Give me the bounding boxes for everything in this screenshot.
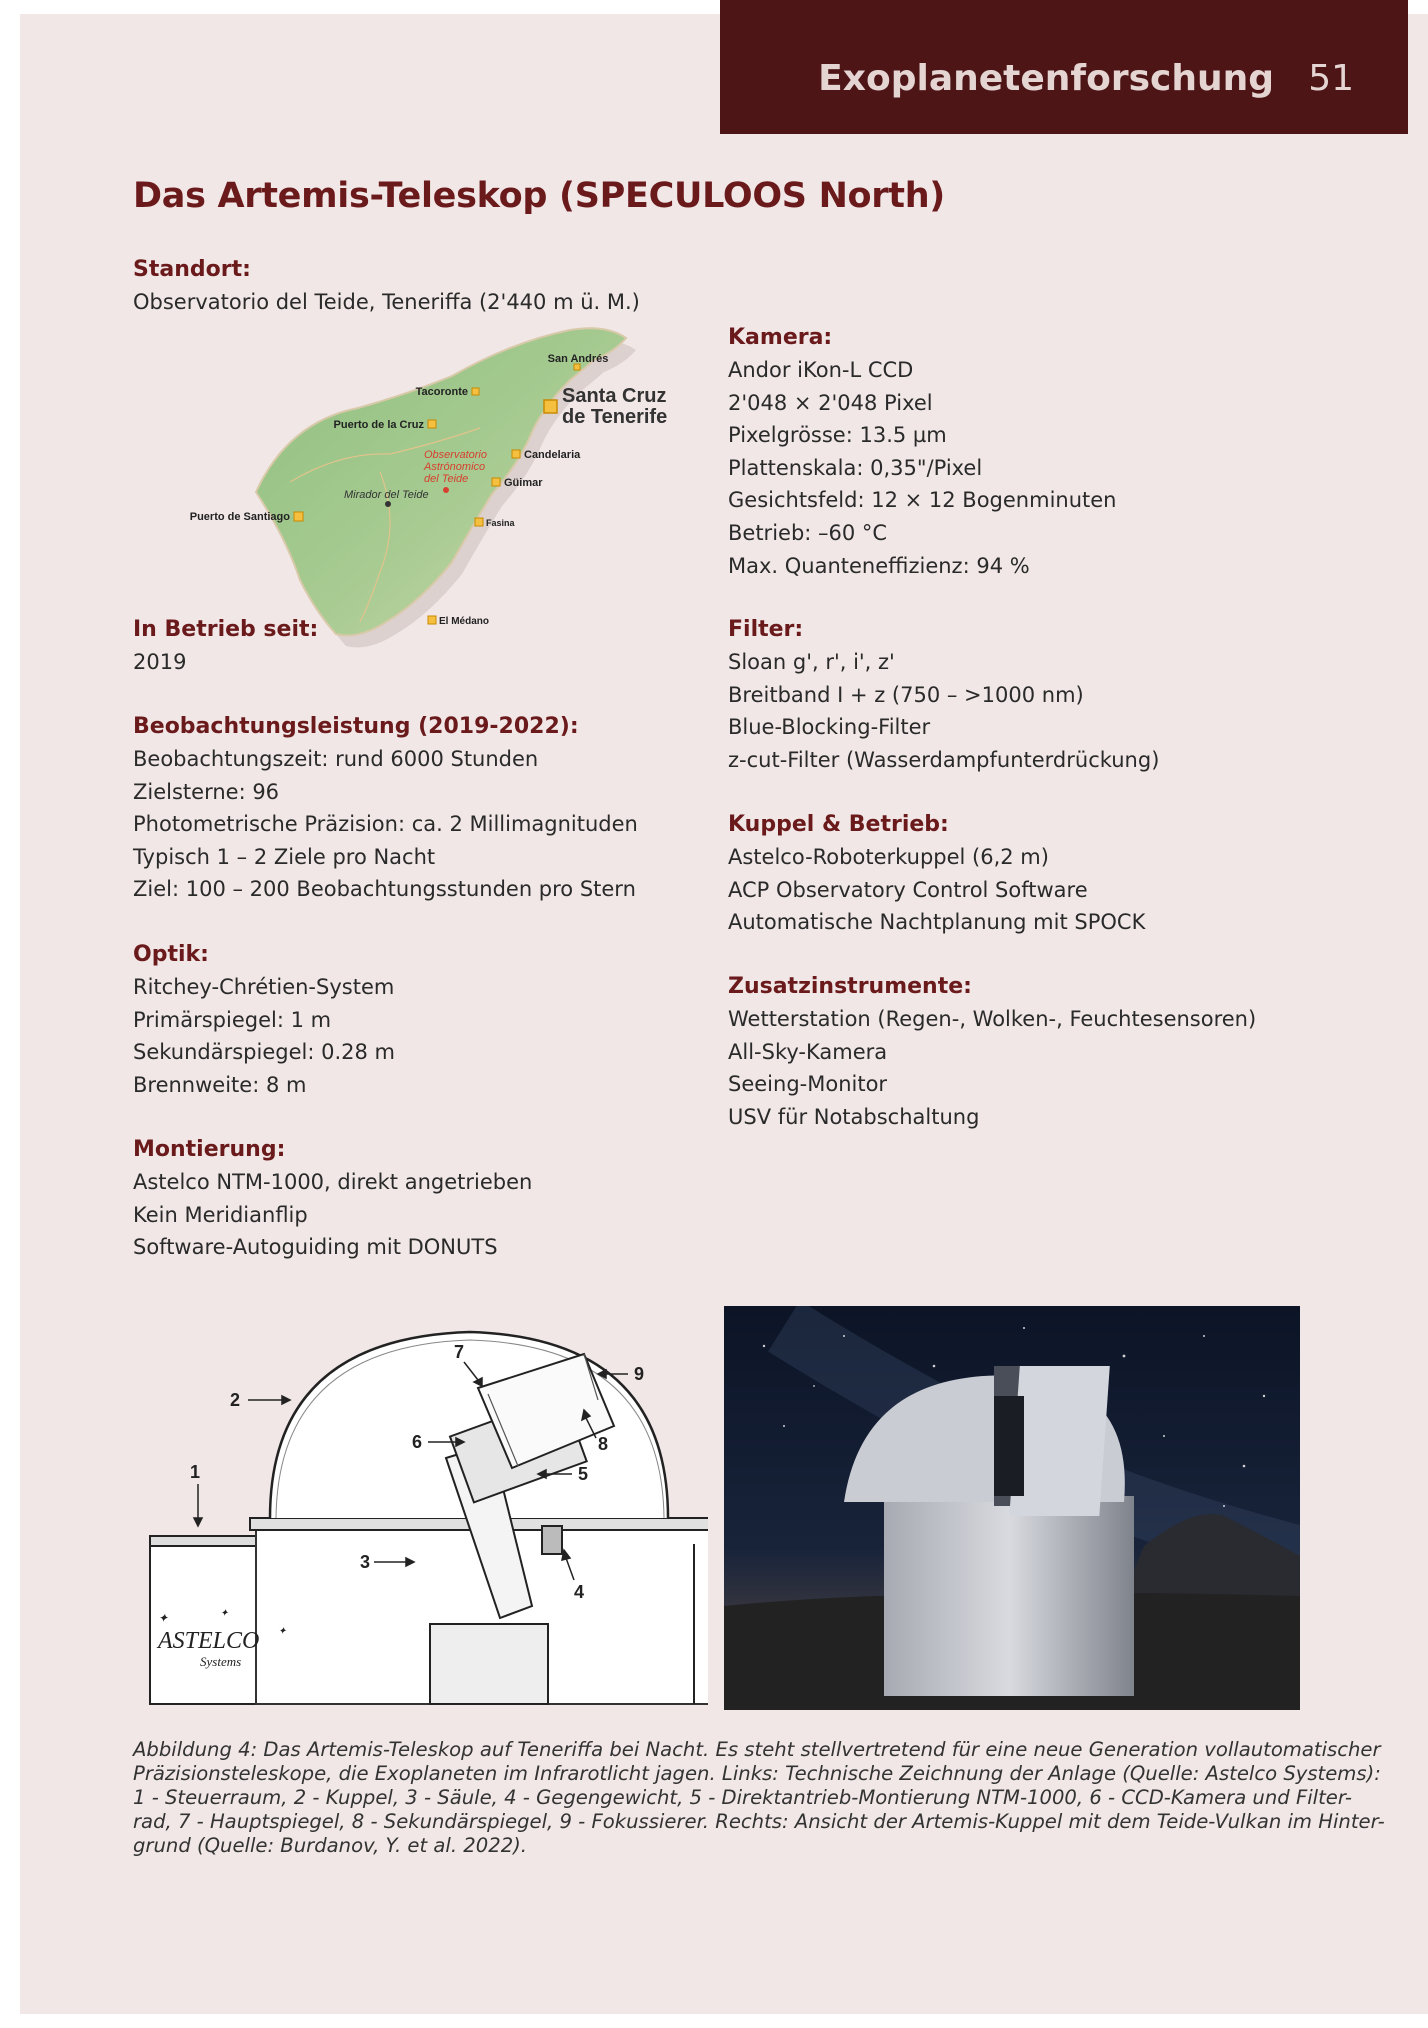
- section-heading: Kuppel & Betrieb:: [728, 812, 949, 837]
- section-line: 2'048 × 2'048 Pixel: [728, 390, 933, 415]
- section-heading: Kamera:: [728, 325, 833, 350]
- section-heading: Filter:: [728, 617, 804, 642]
- section-line: Astelco NTM-1000, direkt angetrieben: [133, 1170, 533, 1194]
- section-line: Astelco-Roboterkuppel (6,2 m): [728, 845, 1049, 869]
- town-marker: [428, 616, 436, 624]
- section-line: Max. Quanteneffizienz: 94 %: [728, 553, 1030, 578]
- svg-text:✦: ✦: [158, 1611, 169, 1625]
- section-line: z-cut-Filter (Wasserdampfunterdrückung): [728, 747, 1160, 772]
- place-label: Puerto de Santiago: [189, 511, 290, 523]
- caption-line: Präzisionsteleskope, die Exoplaneten im Infrarotlicht jagen. Links: Technische Zeichnung der Anlage (Quelle: Astelco Systems):: [133, 1762, 1381, 1785]
- place-label: Astrónomico: [424, 461, 486, 473]
- section-montierung: [133, 1133, 693, 1264]
- section-line: Ritchey-Chrétien-System: [133, 975, 395, 999]
- tenerife-map: [140, 322, 720, 672]
- capital-marker: [544, 400, 557, 413]
- chapter-title: Exoplanetenforschung: [818, 58, 1274, 99]
- section-line: Seeing-Monitor: [728, 1072, 888, 1097]
- place-label: Tacoronte: [415, 386, 468, 398]
- section-line: Sloan g', r', i', z': [728, 650, 895, 674]
- section-line: Kein Meridianflip: [133, 1202, 308, 1227]
- section-line: Software-Autoguiding mit DONUTS: [133, 1235, 498, 1260]
- section-line: Primärspiegel: 1 m: [133, 1007, 332, 1032]
- callout-number: 2: [230, 1390, 241, 1410]
- section-line: Zielsterne: 96: [133, 779, 280, 804]
- section-line: Photometrische Präzision: ca. 2 Millimagnituden: [133, 812, 638, 837]
- technical-drawing: [128, 1318, 708, 1710]
- section-zusatzinstrumente: [728, 970, 1288, 1133]
- section-kuppel: [728, 808, 1288, 939]
- section-heading: Montierung:: [133, 1137, 286, 1162]
- town-marker: [294, 512, 303, 521]
- section-filter: [728, 613, 1288, 776]
- section-heading: In Betrieb seit:: [133, 617, 319, 642]
- section-kamera: [728, 321, 1288, 582]
- section-line: All-Sky-Kamera: [728, 1039, 888, 1064]
- section-line: Wetterstation (Regen-, Wolken-, Feuchtesensoren): [728, 1007, 1257, 1031]
- section-line: ACP Observatory Control Software: [728, 877, 1088, 902]
- section-line: Typisch 1 – 2 Ziele pro Nacht: [133, 844, 436, 869]
- callout-number: 3: [360, 1552, 371, 1572]
- caption-line: Abbildung 4: Das Artemis-Teleskop auf Teneriffa bei Nacht. Es steht stellvertretend für eine neue Generation vollautomatischer: [133, 1738, 1381, 1761]
- town-marker: [428, 420, 436, 428]
- page-title: Das Artemis-Teleskop (SPECULOOS North): [133, 176, 946, 216]
- callout-number: 7: [454, 1342, 465, 1362]
- place-label: Candelaria: [524, 449, 581, 461]
- observatory-dot: [443, 487, 449, 493]
- page-number: 51: [1308, 58, 1354, 99]
- section-line: Pixelgrösse: 13.5 µm: [728, 423, 947, 448]
- callout-number: 1: [190, 1462, 201, 1482]
- section-heading: Zusatzinstrumente:: [728, 974, 972, 999]
- section-line: Betrieb: –60 °C: [728, 520, 888, 545]
- town-marker: [492, 478, 500, 486]
- section-line: Brennweite: 8 m: [133, 1072, 307, 1097]
- section-line: Blue-Blocking-Filter: [728, 715, 931, 740]
- place-label: Mirador del Teide: [344, 489, 429, 501]
- section-line: Sekundärspiegel: 0.28 m: [133, 1040, 395, 1065]
- caption-line: rad, 7 - Hauptspiegel, 8 - Sekundärspiegel, 9 - Fokussierer. Rechts: Ansicht der Artemis-Kuppel mit dem Teide-Vulkan im Hinter-: [133, 1810, 1385, 1833]
- callout-number: 4: [574, 1582, 585, 1602]
- place-label: Observatorio: [424, 449, 487, 461]
- section-line: Breitband I + z (750 – >1000 nm): [728, 682, 1084, 707]
- dome-night-photo: [724, 1306, 1300, 1710]
- section-line: Plattenskala: 0,35"/Pixel: [728, 455, 983, 480]
- section-heading: Beobachtungsleistung (2019-2022):: [133, 714, 579, 739]
- section-beobachtung: [133, 710, 693, 906]
- figure-caption: [133, 1738, 1385, 1858]
- section-heading: Standort:: [133, 257, 251, 282]
- place-label: San Andrés: [547, 353, 609, 365]
- callout-number: 6: [412, 1432, 423, 1452]
- callout-number: 8: [598, 1434, 609, 1454]
- header-bar: [720, 0, 1408, 134]
- place-label: Fasina: [486, 518, 515, 528]
- section-line: Gesichtsfeld: 12 × 12 Bogenminuten: [728, 488, 1117, 513]
- place-label: Santa Cruz: [562, 385, 667, 407]
- section-line: 2019: [133, 650, 187, 674]
- section-heading: Optik:: [133, 942, 209, 967]
- town-marker: [472, 388, 479, 395]
- section-line: Beobachtungszeit: rund 6000 Stunden: [133, 747, 539, 771]
- place-label: Puerto de la Cruz: [333, 419, 424, 431]
- section-optik: [133, 938, 693, 1101]
- place-label: Güimar: [504, 477, 543, 489]
- dome-building: [884, 1496, 1134, 1696]
- svg-text:✦: ✦: [278, 1626, 287, 1637]
- pier-base: [430, 1624, 548, 1704]
- section-line: Andor iKon-L CCD: [728, 358, 914, 382]
- town-marker: [475, 518, 483, 526]
- town-marker: [512, 450, 520, 458]
- caption-line: 1 - Steuerraum, 2 - Kuppel, 3 - Säule, 4 - Gegengewicht, 5 - Direktantrieb-Montierung NTM-1000, 6 - CCD-Kamera und Filter-: [133, 1786, 1352, 1809]
- caption-line: grund (Quelle: Burdanov, Y. et al. 2022).: [133, 1834, 528, 1857]
- svg-text:✦: ✦: [220, 1608, 229, 1619]
- section-line: USV für Notabschaltung: [728, 1104, 980, 1129]
- astelco-logo-sub: Systems: [200, 1654, 242, 1669]
- astelco-logo: ASTELCO: [158, 1628, 260, 1654]
- place-label: El Médano: [439, 616, 490, 627]
- teide-dot: [385, 501, 391, 507]
- section-line: Ziel: 100 – 200 Beobachtungsstunden pro Stern: [133, 877, 636, 902]
- callout-number: 9: [634, 1364, 645, 1384]
- section-standort: [133, 253, 693, 319]
- section-line: Automatische Nachtplanung mit SPOCK: [728, 910, 1146, 935]
- counterweight: [542, 1526, 562, 1554]
- callout-number: 5: [578, 1464, 589, 1484]
- section-line: Observatorio del Teide, Teneriffa (2'440 m ü. M.): [133, 290, 640, 314]
- place-label: de Tenerife: [562, 406, 668, 428]
- place-label: del Teide: [424, 473, 469, 485]
